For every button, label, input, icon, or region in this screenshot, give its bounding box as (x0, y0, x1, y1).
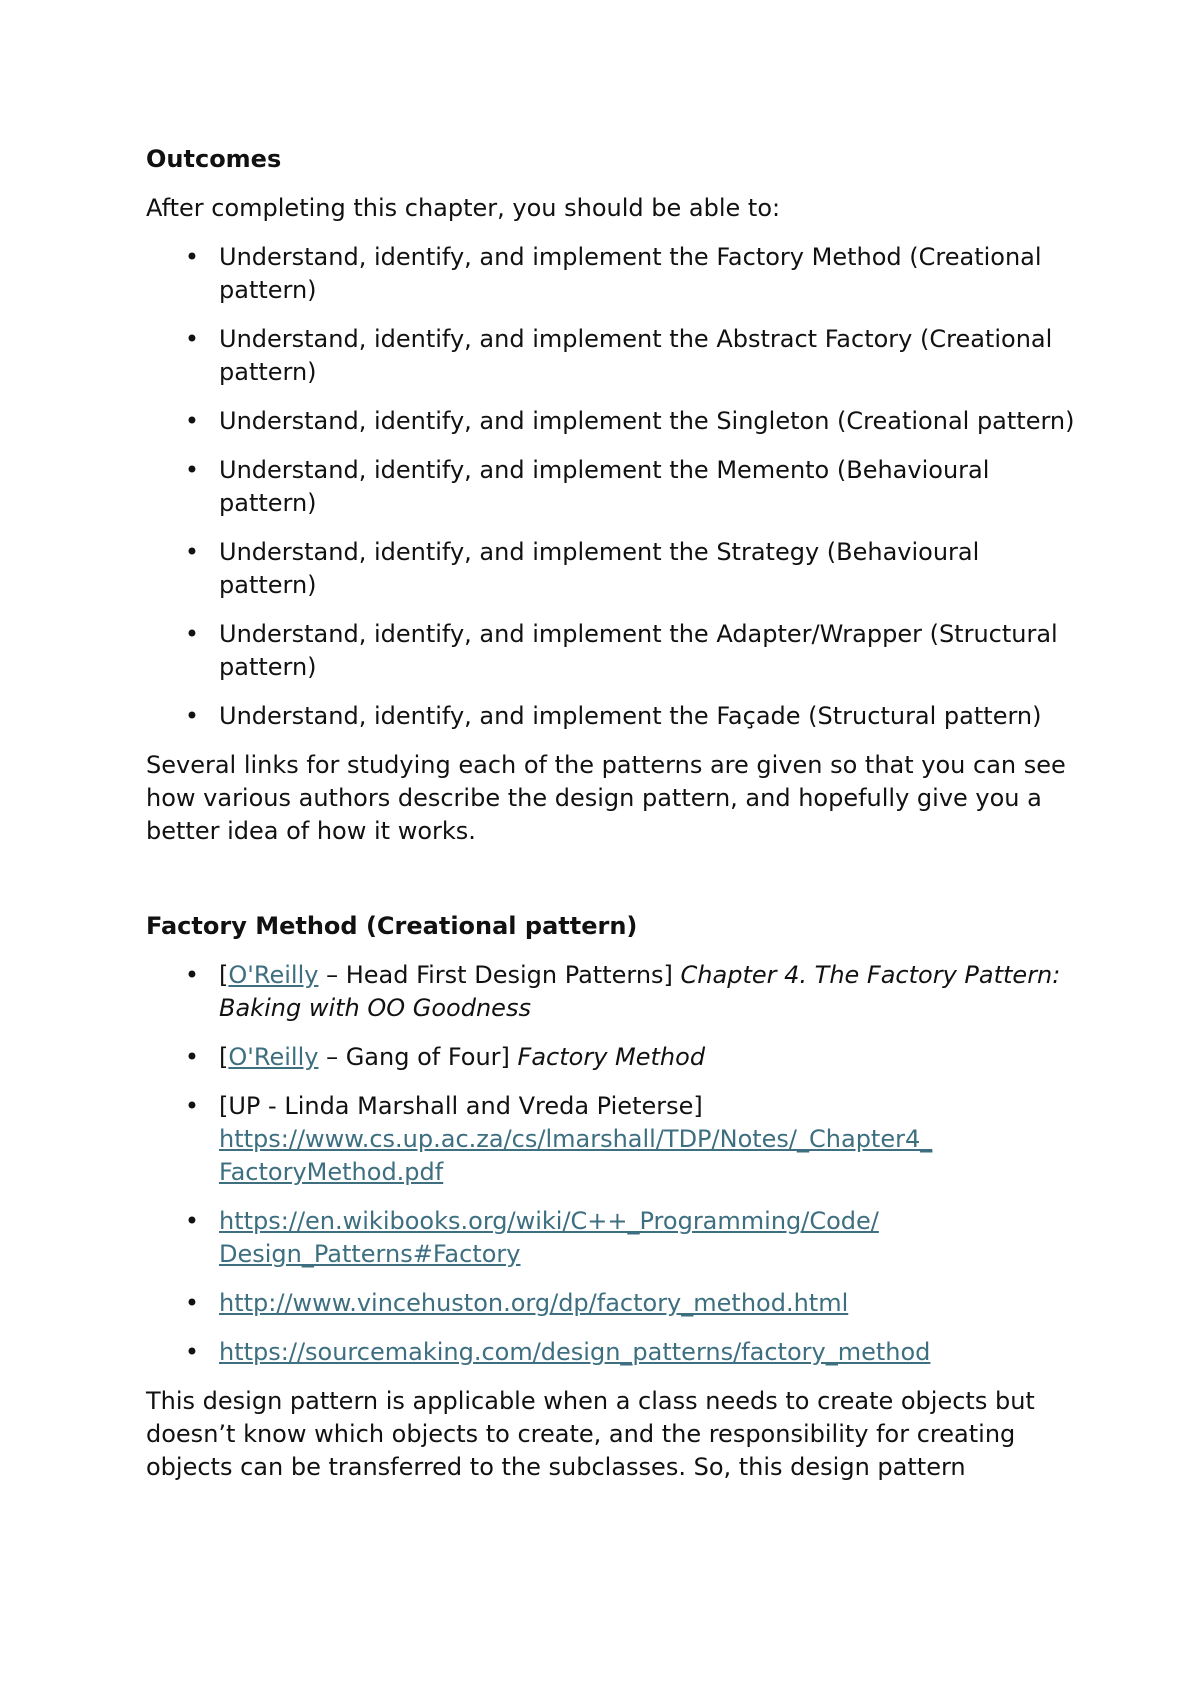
bullet-icon: • (184, 1043, 200, 1071)
oreilly-link[interactable]: O'Reilly (228, 961, 319, 989)
reference-item-vincehuston (146, 1287, 1076, 1320)
reference-source: [UP - Linda Marshall and Vreda Pieterse] (219, 1092, 703, 1120)
list-item (146, 618, 1076, 684)
reference-open-bracket: [ (219, 1043, 229, 1071)
oreilly-link[interactable]: O'Reilly (228, 1043, 319, 1071)
up-notes-link[interactable]: https://www.cs.up.ac.za/cs/lmarshall/TDP/Notes/_Chapter4_ FactoryMethod.pdf (219, 1125, 933, 1186)
list-item (146, 323, 1076, 389)
list-item (146, 241, 1076, 307)
bullet-icon: • (184, 538, 200, 566)
reference-item-oreilly-gof (146, 1041, 1076, 1074)
bullet-icon: • (184, 961, 200, 989)
document-page (146, 143, 1076, 1500)
reference-item-oreilly-head-first (146, 959, 1076, 1025)
bullet-icon: • (184, 620, 200, 648)
section-spacer (146, 864, 1076, 910)
bullet-icon: • (184, 1289, 200, 1317)
factory-method-heading: Factory Method (Creational pattern) (146, 912, 638, 940)
reference-title: Chapter 4. The Factory Pattern: Baking with OO Goodness (219, 961, 1061, 1022)
reference-source: – Gang of Four] (318, 1043, 518, 1071)
bullet-icon: • (184, 243, 200, 271)
reference-title: Factory Method (517, 1043, 706, 1071)
bullet-icon: • (184, 407, 200, 435)
factory-method-references (146, 959, 1076, 1369)
wikibooks-link[interactable]: https://en.wikibooks.org/wiki/C++_Programming/Code/ Design_Patterns#Factory (219, 1207, 879, 1268)
reference-item-up (146, 1090, 1076, 1189)
outcomes-list (146, 241, 1076, 733)
bullet-icon: • (184, 456, 200, 484)
list-item-text: Understand, identify, and implement the Singleton (Creational pattern) (219, 407, 1075, 435)
outcomes-closing: Several links for studying each of the patterns are given so that you can see how various authors describe the design pattern, and hopefully give you a better idea of how it works. (146, 751, 1066, 845)
bullet-icon: • (184, 1338, 200, 1366)
list-item (146, 454, 1076, 520)
bullet-icon: • (184, 325, 200, 353)
reference-open-bracket: [ (219, 961, 229, 989)
reference-item-wikibooks (146, 1205, 1076, 1271)
outcomes-heading: Outcomes (146, 145, 282, 173)
list-item-text: Understand, identify, and implement the Strategy (Behavioural pattern) (219, 538, 980, 599)
bullet-icon: • (184, 702, 200, 730)
reference-source: – Head First Design Patterns] (318, 961, 681, 989)
outcomes-intro: After completing this chapter, you should be able to: (146, 194, 781, 222)
vincehuston-link[interactable]: http://www.vincehuston.org/dp/factory_method.html (219, 1289, 849, 1317)
list-item-text: Understand, identify, and implement the Memento (Behavioural pattern) (219, 456, 990, 517)
reference-item-sourcemaking (146, 1336, 1076, 1369)
factory-method-body: This design pattern is applicable when a class needs to create objects but doesn’t know which objects to create, and the responsibility for creating objects can be transferred to the subclasses. So, this design pattern (146, 1387, 1035, 1481)
bullet-icon: • (184, 1207, 200, 1235)
list-item-text: Understand, identify, and implement the Factory Method (Creational pattern) (219, 243, 1042, 304)
sourcemaking-link[interactable]: https://sourcemaking.com/design_patterns/factory_method (219, 1338, 931, 1366)
list-item (146, 536, 1076, 602)
list-item (146, 405, 1076, 438)
list-item (146, 700, 1076, 733)
list-item-text: Understand, identify, and implement the Adapter/Wrapper (Structural pattern) (219, 620, 1058, 681)
list-item-text: Understand, identify, and implement the Façade (Structural pattern) (219, 702, 1042, 730)
bullet-icon: • (184, 1092, 200, 1120)
list-item-text: Understand, identify, and implement the Abstract Factory (Creational pattern) (219, 325, 1053, 386)
